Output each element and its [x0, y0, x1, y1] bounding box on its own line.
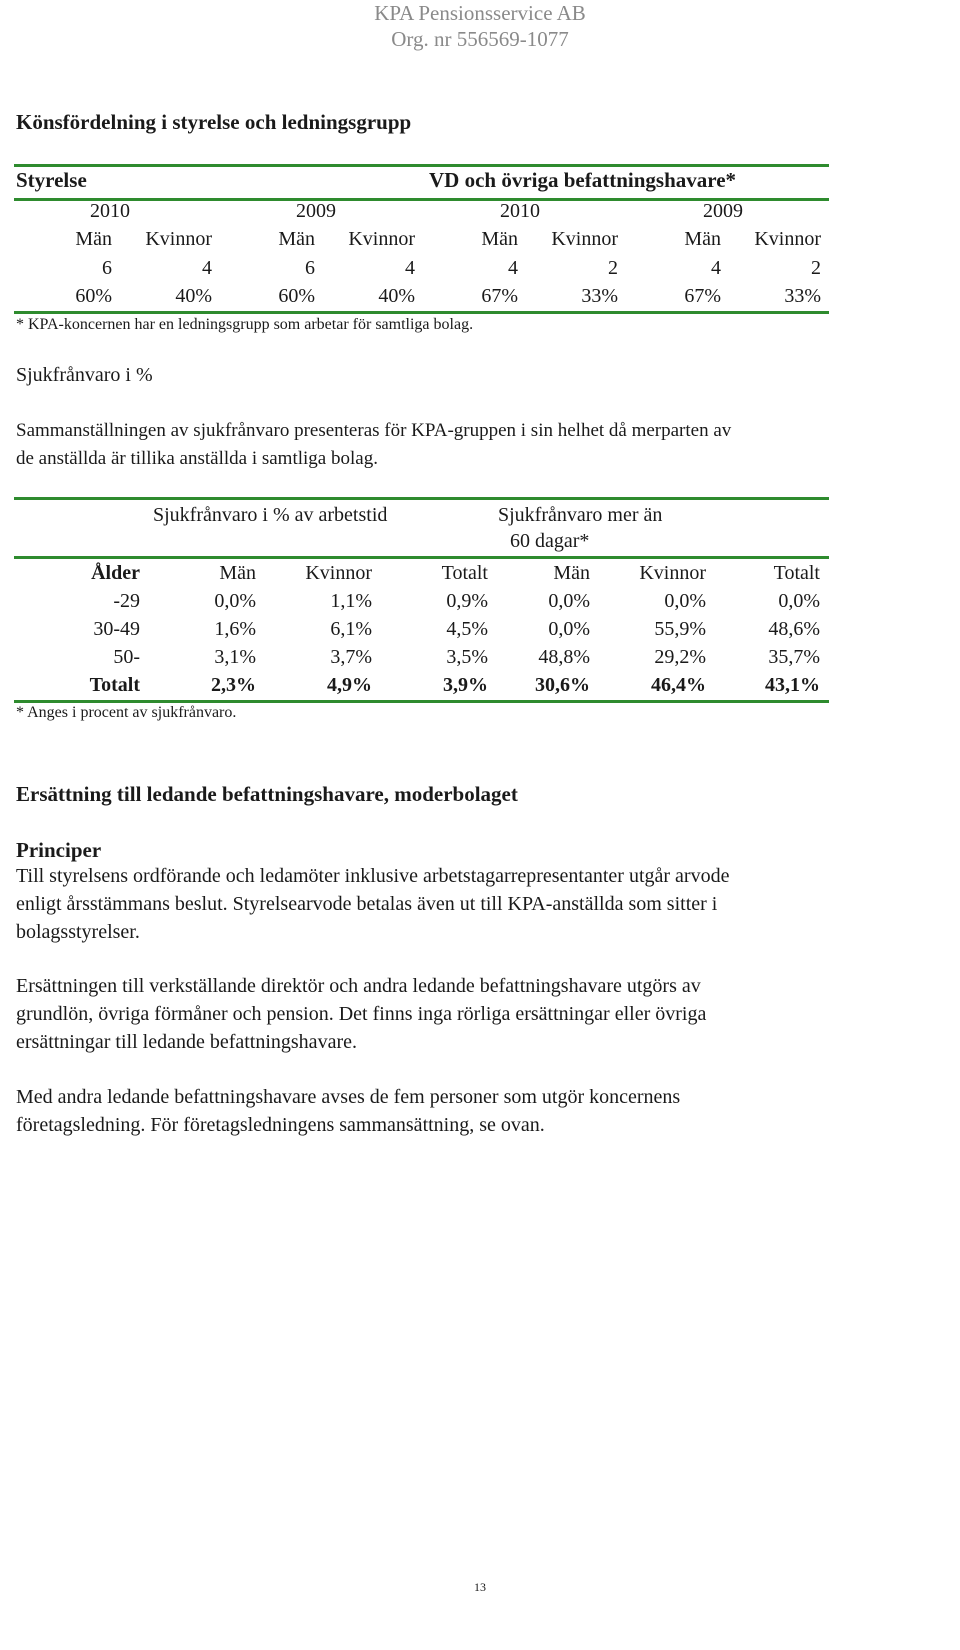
- comp-section-title: Ersättning till ledande befattningshavare, moderbolaget: [16, 782, 518, 806]
- col-women: Kvinnor: [551, 228, 618, 250]
- count-cell: 4: [405, 257, 415, 279]
- value-cell: 6,1%: [330, 618, 372, 640]
- company-name: KPA Pensionsservice AB: [374, 1, 586, 25]
- total-cell: 2,3%: [211, 674, 256, 696]
- comp-p3-line: Med andra ledande befattningshavare avses de fem personer som utgör koncernens: [16, 1086, 681, 1108]
- sick-group2-header-line1: Sjukfrånvaro mer än: [498, 504, 663, 526]
- comp-paragraph-2: [16, 972, 916, 1056]
- value-cell: 48,8%: [538, 646, 590, 668]
- year-board-2009: 2009: [296, 200, 336, 222]
- board-label: Styrelse: [16, 168, 87, 192]
- value-cell: 35,7%: [768, 646, 820, 668]
- sick-col-label: Män: [219, 562, 256, 584]
- percent-cell: 67%: [684, 285, 721, 307]
- value-cell: 3,1%: [214, 646, 256, 668]
- total-cell: 4,9%: [327, 674, 372, 696]
- value-cell: 0,0%: [548, 618, 590, 640]
- value-cell: 1,6%: [214, 618, 256, 640]
- comp-paragraph-1: [16, 862, 916, 946]
- rule-sick-bottom: [14, 700, 829, 703]
- sick-col-label: Totalt: [773, 562, 820, 584]
- count-cell: 6: [102, 257, 112, 279]
- comp-subtitle: Principer: [16, 838, 102, 862]
- count-cell: 4: [202, 257, 212, 279]
- sick-col-label: Män: [553, 562, 590, 584]
- total-cell: 46,4%: [651, 674, 706, 696]
- col-man: Män: [75, 228, 112, 250]
- comp-p3-line: företagsledning. För företagsledningens sammansättning, se ovan.: [16, 1114, 545, 1136]
- age-cell: -29: [113, 590, 140, 612]
- rule-sick-top: [14, 497, 829, 500]
- year-board-2010: 2010: [90, 200, 130, 222]
- rule-mgmt-top: [429, 164, 829, 167]
- page-number: 13: [474, 1580, 486, 1594]
- total-cell: 3,9%: [443, 674, 488, 696]
- col-man: Män: [684, 228, 721, 250]
- percent-cell: 60%: [278, 285, 315, 307]
- comp-paragraph-3: [16, 1083, 916, 1139]
- year-mgmt-2010: 2010: [500, 200, 540, 222]
- rule-board-top: [14, 164, 429, 167]
- rule-gender-bottom: [14, 311, 829, 314]
- total-label: Totalt: [89, 674, 140, 696]
- sick-intro-line-1: Sammanställningen av sjukfrånvaro presenteras för KPA-gruppen i sin helhet då merparten av: [16, 420, 732, 441]
- value-cell: 4,5%: [446, 618, 488, 640]
- col-women: Kvinnor: [145, 228, 212, 250]
- comp-p2-line: grundlön, övriga förmåner och pension. Det finns inga rörliga ersättningar eller övriga: [16, 1003, 707, 1025]
- count-cell: 2: [811, 257, 821, 279]
- sick-section-title: Sjukfrånvaro i %: [16, 364, 153, 386]
- comp-p1-line: bolagsstyrelser.: [16, 921, 140, 943]
- gender-footnote: * KPA-koncernen har en ledningsgrupp som arbetar för samtliga bolag.: [16, 316, 474, 333]
- value-cell: 3,7%: [330, 646, 372, 668]
- sick-group2-header-line2: 60 dagar*: [510, 530, 590, 552]
- col-women: Kvinnor: [754, 228, 821, 250]
- value-cell: 48,6%: [768, 618, 820, 640]
- gender-section-title: Könsfördelning i styrelse och ledningsgrupp: [16, 110, 412, 134]
- percent-cell: 60%: [75, 285, 112, 307]
- comp-p1-line: enligt årsstämmans beslut. Styrelsearvode betalas även ut till KPA-anställda som sitter i: [16, 893, 718, 915]
- rule-sick-sub: [14, 556, 829, 559]
- col-man: Män: [278, 228, 315, 250]
- value-cell: 0,0%: [548, 590, 590, 612]
- sick-intro-line-2: de anställda är tillika anställda i samtliga bolag.: [16, 448, 378, 469]
- value-cell: 0,9%: [446, 590, 488, 612]
- sick-col-label: Totalt: [441, 562, 488, 584]
- col-women: Kvinnor: [348, 228, 415, 250]
- value-cell: 0,0%: [214, 590, 256, 612]
- value-cell: 55,9%: [654, 618, 706, 640]
- count-cell: 6: [305, 257, 315, 279]
- sick-col-label: Kvinnor: [305, 562, 372, 584]
- total-cell: 30,6%: [535, 674, 590, 696]
- count-cell: 4: [508, 257, 518, 279]
- comp-p2-line: ersättningar till ledande befattningshavare.: [16, 1031, 357, 1053]
- mgmt-label: VD och övriga befattningshavare*: [429, 168, 737, 192]
- total-cell: 43,1%: [765, 674, 820, 696]
- year-mgmt-2009: 2009: [703, 200, 743, 222]
- value-cell: 0,0%: [778, 590, 820, 612]
- age-header: Ålder: [91, 562, 140, 584]
- count-cell: 4: [711, 257, 721, 279]
- percent-cell: 33%: [581, 285, 618, 307]
- comp-p1-line: Till styrelsens ordförande och ledamöter inklusive arbetstagarrepresentanter utgår arvode: [16, 865, 730, 887]
- value-cell: 3,5%: [446, 646, 488, 668]
- col-man: Män: [481, 228, 518, 250]
- percent-cell: 33%: [784, 285, 821, 307]
- age-cell: 30-49: [93, 618, 140, 640]
- value-cell: 29,2%: [654, 646, 706, 668]
- sick-col-label: Kvinnor: [639, 562, 706, 584]
- percent-cell: 67%: [481, 285, 518, 307]
- percent-cell: 40%: [378, 285, 415, 307]
- percent-cell: 40%: [175, 285, 212, 307]
- value-cell: 0,0%: [664, 590, 706, 612]
- count-cell: 2: [608, 257, 618, 279]
- org-number: Org. nr 556569-1077: [391, 27, 569, 51]
- comp-p2-line: Ersättningen till verkställande direktör och andra ledande befattningshavare utgörs av: [16, 975, 701, 997]
- age-cell: 50-: [113, 646, 140, 668]
- value-cell: 1,1%: [330, 590, 372, 612]
- sick-footnote: * Anges i procent av sjukfrånvaro.: [16, 704, 237, 721]
- sick-group1-header: Sjukfrånvaro i % av arbetstid: [153, 504, 388, 526]
